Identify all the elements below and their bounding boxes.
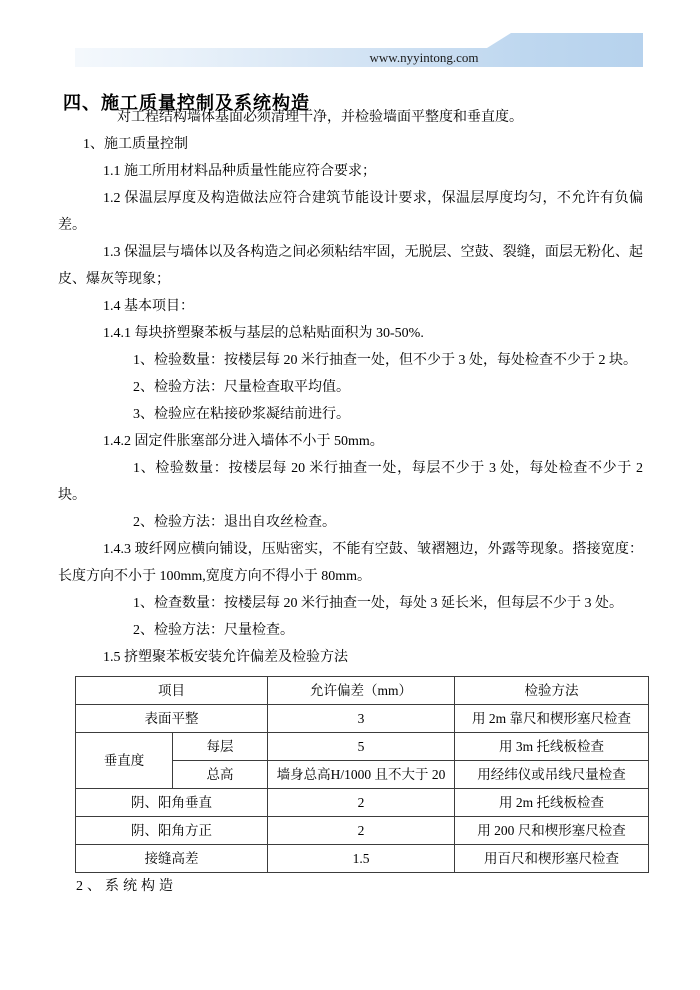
paragraph: 1.4.2 固定件胀塞部分进入墙体不小于 50mm。 bbox=[103, 434, 384, 449]
column-header-deviation: 允许偏差（mm） bbox=[268, 677, 455, 705]
cell-method: 用 3m 托线板检查 bbox=[455, 733, 649, 761]
page-title: 四、施工质量控制及系统构造 bbox=[63, 93, 310, 114]
cell-item: 阴、阳角方正 bbox=[76, 817, 268, 845]
paragraph: 1.4.3 玻纤网应横向铺设，压贴密实，不能有空鼓、皱褶翘边，外露等现象。搭接宽度：长度方向不小于 100mm,宽度方向不得小于 80mm。 bbox=[58, 542, 643, 584]
cell-deviation: 3 bbox=[268, 705, 455, 733]
table-header-row bbox=[76, 677, 649, 705]
cell-item: 表面平整 bbox=[76, 705, 268, 733]
cell-deviation: 1.5 bbox=[268, 845, 455, 873]
paragraph: 1.5 挤塑聚苯板安装允许偏差及检验方法 bbox=[103, 650, 348, 665]
paragraph: 1.3 保温层与墙体以及各构造之间必须粘结牢固，无脱层、空鼓、裂缝，面层无粉化、起皮、爆灰等现象； bbox=[58, 245, 643, 287]
cell-deviation: 2 bbox=[268, 817, 455, 845]
cell-method: 用百尺和楔形塞尺检查 bbox=[455, 845, 649, 873]
table-row bbox=[76, 705, 649, 733]
cell-method: 用 200 尺和楔形塞尺检查 bbox=[455, 817, 649, 845]
cell-item-sub: 总高 bbox=[173, 761, 268, 789]
paragraph: 3、检验应在粘接砂浆凝结前进行。 bbox=[133, 407, 350, 422]
banner-ribbon-shape bbox=[0, 0, 700, 70]
cell-item-sub: 每层 bbox=[173, 733, 268, 761]
paragraph: 1.1 施工所用材料品种质量性能应符合要求； bbox=[103, 164, 376, 179]
table-row bbox=[76, 733, 649, 761]
cell-deviation: 墙身总高H/1000 且不大于 20 bbox=[268, 761, 455, 789]
paragraph: 对工程结构墙体基面必须清理干净，并检验墙面平整度和垂直度。 bbox=[117, 110, 523, 125]
cell-deviation: 2 bbox=[268, 789, 455, 817]
column-header-method: 检验方法 bbox=[455, 677, 649, 705]
document-body bbox=[58, 104, 643, 900]
site-url-text: www.nyyintong.com bbox=[369, 50, 479, 65]
paragraph: 1.2 保温层厚度及构造做法应符合建筑节能设计要求，保温层厚度均匀，不允许有负偏差。 bbox=[58, 191, 643, 233]
cell-item-group: 垂直度 bbox=[76, 733, 173, 789]
tolerance-table bbox=[75, 676, 649, 873]
cell-method: 用 2m 托线板检查 bbox=[455, 789, 649, 817]
paragraph: 1.4.1 每块挤塑聚苯板与基层的总粘贴面积为 30-50%. bbox=[103, 326, 424, 341]
column-header-item: 项目 bbox=[76, 677, 268, 705]
paragraph: 2、检验方法：尺量检查。 bbox=[133, 623, 294, 638]
paragraph: 1.4 基本项目： bbox=[103, 299, 194, 314]
paragraph: 1、检验数量：按楼层每 20 米行抽查一处，每层不少于 3 处，每处检查不少于 2 块。 bbox=[58, 461, 643, 503]
paragraph: 1、检查数量：按楼层每 20 米行抽查一处，每处 3 延长米，但每层不少于 3 处。 bbox=[133, 596, 623, 611]
cell-item: 接缝高差 bbox=[76, 845, 268, 873]
cell-item: 阴、阳角垂直 bbox=[76, 789, 268, 817]
paragraph: 1、检验数量：按楼层每 20 米行抽查一处，但不少于 3 处，每处检查不少于 2 块。 bbox=[133, 353, 637, 368]
paragraph: 2、检验方法：尺量检查取平均值。 bbox=[133, 380, 350, 395]
paragraph: 1、施工质量控制 bbox=[83, 137, 188, 152]
cell-method: 用 2m 靠尺和楔形塞尺检查 bbox=[455, 705, 649, 733]
header-banner bbox=[0, 0, 700, 70]
section-heading-system-structure: 2、系统构造 bbox=[76, 879, 177, 894]
cell-method: 用经纬仪或吊线尺量检查 bbox=[455, 761, 649, 789]
table-row bbox=[76, 817, 649, 845]
table-row bbox=[76, 845, 649, 873]
cell-deviation: 5 bbox=[268, 733, 455, 761]
table-row bbox=[76, 789, 649, 817]
paragraph: 2、检验方法：退出自攻丝检查。 bbox=[133, 515, 336, 530]
